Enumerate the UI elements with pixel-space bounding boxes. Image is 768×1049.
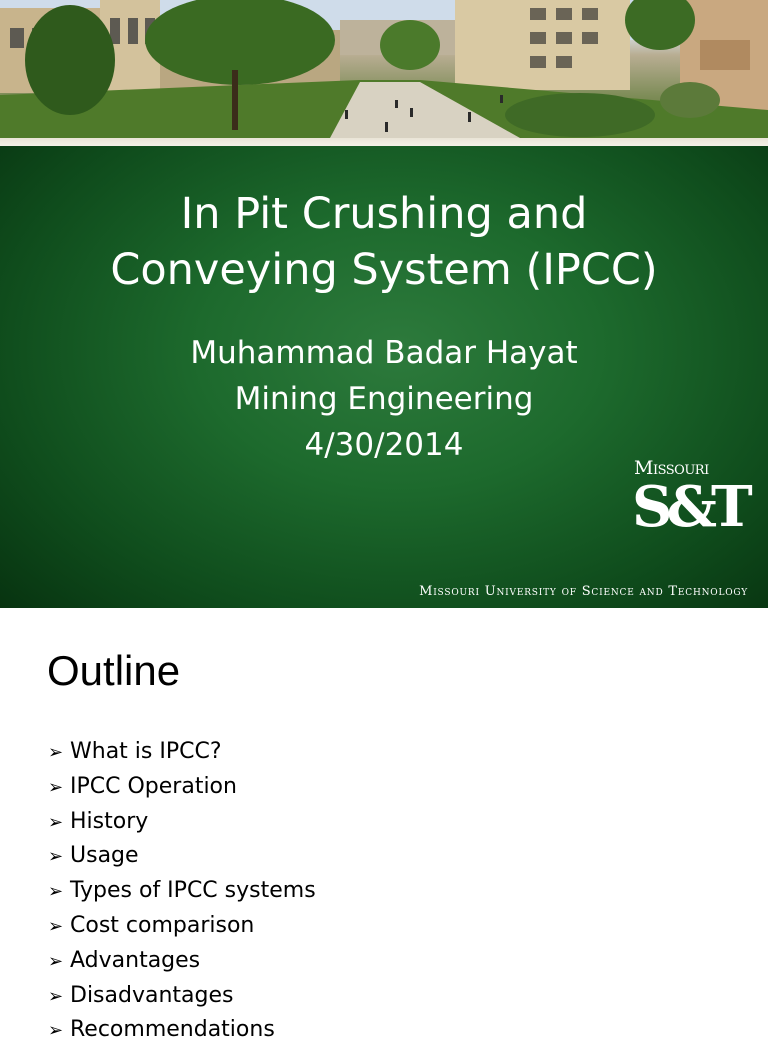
list-item-label: IPCC Operation <box>70 773 237 799</box>
list-item <box>48 770 316 805</box>
outline-slide <box>0 608 768 1043</box>
arrow-bullet-icon: ➢ <box>48 950 64 972</box>
list-item-label: Disadvantages <box>70 982 234 1008</box>
presentation-title <box>0 186 768 298</box>
list-item <box>48 944 316 979</box>
list-item <box>48 1013 316 1048</box>
list-item <box>48 805 316 840</box>
logo-missouri-text: Missouri <box>634 457 709 479</box>
list-item-label: History <box>70 808 149 834</box>
logo-st-mark: S&T <box>632 474 747 540</box>
arrow-bullet-icon: ➢ <box>48 915 64 937</box>
list-item <box>48 735 316 770</box>
list-item-label: Types of IPCC systems <box>70 878 316 904</box>
title-line-1: In Pit Crushing and <box>180 189 588 239</box>
list-item-label: Recommendations <box>70 1017 275 1043</box>
arrow-bullet-icon: ➢ <box>48 742 64 763</box>
campus-photo <box>0 0 768 138</box>
list-item <box>48 979 316 1014</box>
presentation-date: 4/30/2014 <box>304 427 464 463</box>
list-item-label: What is IPCC? <box>70 739 222 764</box>
arrow-bullet-icon: ➢ <box>48 811 64 833</box>
arrow-bullet-icon: ➢ <box>48 1020 64 1042</box>
list-item-label: Cost comparison <box>70 912 255 938</box>
presenter-info <box>0 330 768 468</box>
list-item <box>48 874 316 909</box>
department: Mining Engineering <box>234 381 534 417</box>
campus-photo-illustration <box>0 0 768 138</box>
university-footer: Missouri University of Science and Technology <box>419 584 748 599</box>
list-item <box>48 909 316 944</box>
list-item-label: Usage <box>70 843 139 869</box>
outline-list <box>48 735 316 1048</box>
author-name: Muhammad Badar Hayat <box>190 335 578 371</box>
outline-title: Outline <box>47 647 181 694</box>
missouri-st-logo <box>630 455 747 545</box>
arrow-bullet-icon: ➢ <box>48 846 64 868</box>
list-item <box>48 839 316 874</box>
arrow-bullet-icon: ➢ <box>48 881 64 903</box>
arrow-bullet-icon: ➢ <box>48 776 64 798</box>
title-line-2: Conveying System (IPCC) <box>110 245 658 295</box>
photo-divider <box>0 138 768 146</box>
list-item-label: Advantages <box>70 947 201 973</box>
arrow-bullet-icon: ➢ <box>48 985 64 1007</box>
